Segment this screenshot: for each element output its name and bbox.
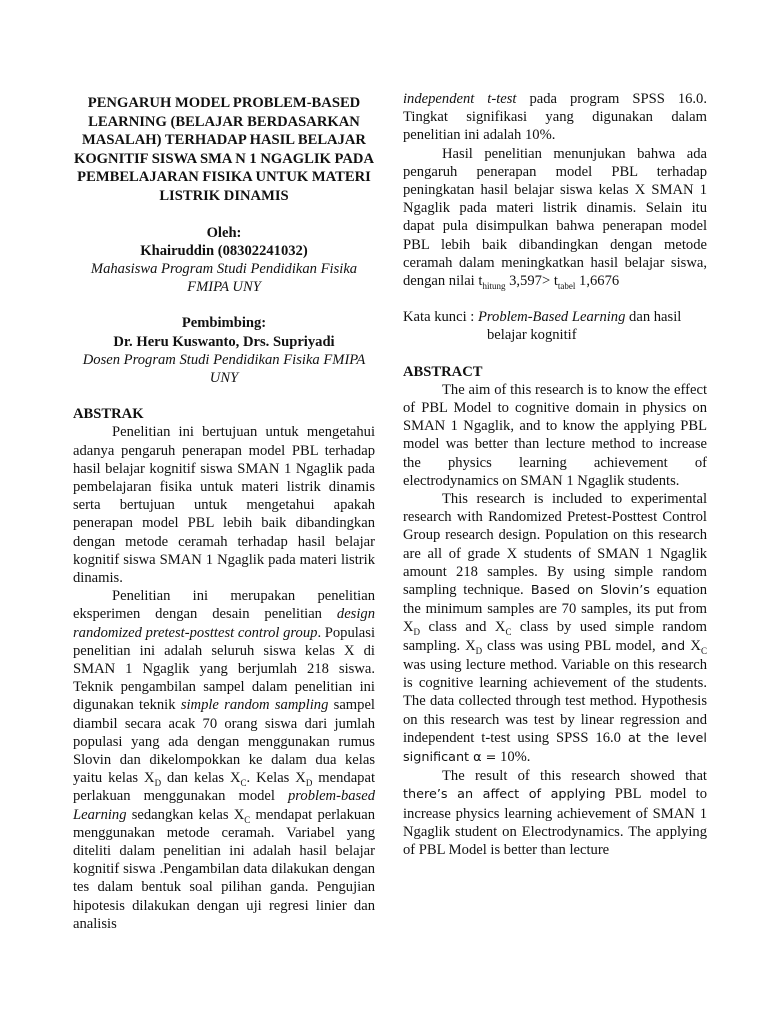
keywords-line-2: belajar kognitif <box>487 327 577 344</box>
abstrak-paragraph-1: Penelitian ini bertujuan untuk mengetahui adanya pengaruh penerapan model PBL terhadap hasil belajar kognitif siswa SMAN 1 Ngaglik pada pembelajaran fisika untuk materi listrik dinamis serta bertujuan untuk mengetahui apakah penerapan model PBL lebih baik dibandingkan dengan metode ceramah terhadap hasil belajar kognitif siswa SMAN 1 Ngaglik pada materi listrik dinamis. <box>73 424 375 587</box>
supervisor-affiliation: Dosen Program Studi Pendidikan Fisika FMIPA UNY <box>82 351 366 386</box>
left-column <box>73 90 375 933</box>
paper-title: PENGARUH MODEL PROBLEM-BASED LEARNING (BELAJAR BERDASARKAN MASALAH) TERHADAP HASIL BELAJAR KOGNITIF SISWA SMA N 1 NGAGLIK PADA PEMBELAJARAN FISIKA UNTUK MATERI LISTRIK DINAMIS <box>73 95 375 204</box>
supervisor-names: Dr. Heru Kuswanto, Drs. Supriyadi <box>113 333 335 350</box>
author-name: Khairuddin (08302241032) <box>140 242 308 259</box>
keywords-label: Kata kunci : <box>403 309 478 326</box>
author-affiliation: Mahasiswa Program Studi Pendidikan Fisika FMIPA UNY <box>90 260 358 296</box>
right-column <box>403 90 707 859</box>
keywords-italic: Problem-Based Learning <box>477 309 626 326</box>
author-label: Oleh: <box>206 224 242 241</box>
abstract-paragraph-2: This research is included to experimental research with Randomized Pretest-Posttest Control Group research design. Population on this research are all of grade X students of SMAN 1 Ngaglik amount 218 samples. By using simple random sampling technique. Based on Slovin’s equation the minimum samples are 70 samples, its put from $X_D$ class and $X_C$ class by used simple random sampling. $X_D$ class was using PBL model, and $X_C$ was using lecture method. Variable on this research is cognitive learning achievement of the students. The data collected through test method. Hypothesis on this research was test by linear regression and independent t-test using SPSS 16.0 at the level significant α = 10%. <box>403 491 707 765</box>
supervisor-label: Pembimbing: <box>181 315 267 332</box>
abstrak-paragraph-2-continued: independent t-test pada program SPSS 16.0. Tingkat signifikasi yang digunakan dalam penelitian ini adalah 10%. <box>403 91 708 144</box>
keywords: Kata kunci : Problem-Based Learning dan hasil belajar kognitif <box>403 308 707 344</box>
abstrak-paragraph-3: Hasil penelitian menunjukan bahwa ada pengaruh penerapan model PBL terhadap peningkatan hasil belajar siswa kelas X SMAN 1 Ngaglik pada materi listrik dinamis. Selain itu dapat pula disimpulkan bahwa penerapan model PBL lebih baik dibandingkan dengan metode ceramah dalam meningkatkan hasil belajar siswa, dengan nilai $t_{hitung}$ $3,597> t_{tabel}$ 1,6676 <box>403 145 707 291</box>
abstrak-paragraph-2: Penelitian ini merupakan penelitian eksperimen dengan desain penelitian design randomized pretest-posttest control group. Populasi penelitian ini adalah seluruh siswa kelas X di SMAN 1 Ngaglik yang berjumlah 218 siswa. Teknik pengambilan sampel dalam penelitian ini digunakan teknik simple random sampling sampel diambil secara acak 70 orang siswa dari jumlah populasi yang ada dengan menggunakan rumus Slovin dan dikelompokkan ke dalam dua kelas yaitu kelas $X_D$ dan kelas $X_C$. Kelas $X_D$ mendapat perlakuan menggunakan model problem-based Learning sedangkan kelas $X_C$ mendapat perlakuan menggunakan metode ceramah. Variabel yang diteliti dalam penelitian ini adalah hasil belajar kognitif siswa .Pengambilan data dilakukan dengan tes dalam bentuk soal pilihan ganda. Pengujian hipotesis dilakukan dengan uji regresi linier dan analisis <box>73 588 376 932</box>
abstract-paragraph-1: The aim of this research is to know the effect of PBL Model to cognitive domain in physics on SMAN 1 Ngaglik, and to know the applying PBL model was better than lecture method to increase the physics learning achievement of electrodynamics on SMAN 1 Ngaglik students. <box>403 381 707 489</box>
abstract-paragraph-3: The result of this research showed that there’s an affect of applying PBL model to increase physics learning achievement of SMAN 1 Ngaglik student on Electrodynamics. The applying of PBL Model is better than lecture <box>403 768 707 858</box>
abstract-heading: ABSTRACT <box>403 363 483 380</box>
abstrak-heading: ABSTRAK <box>73 406 144 423</box>
